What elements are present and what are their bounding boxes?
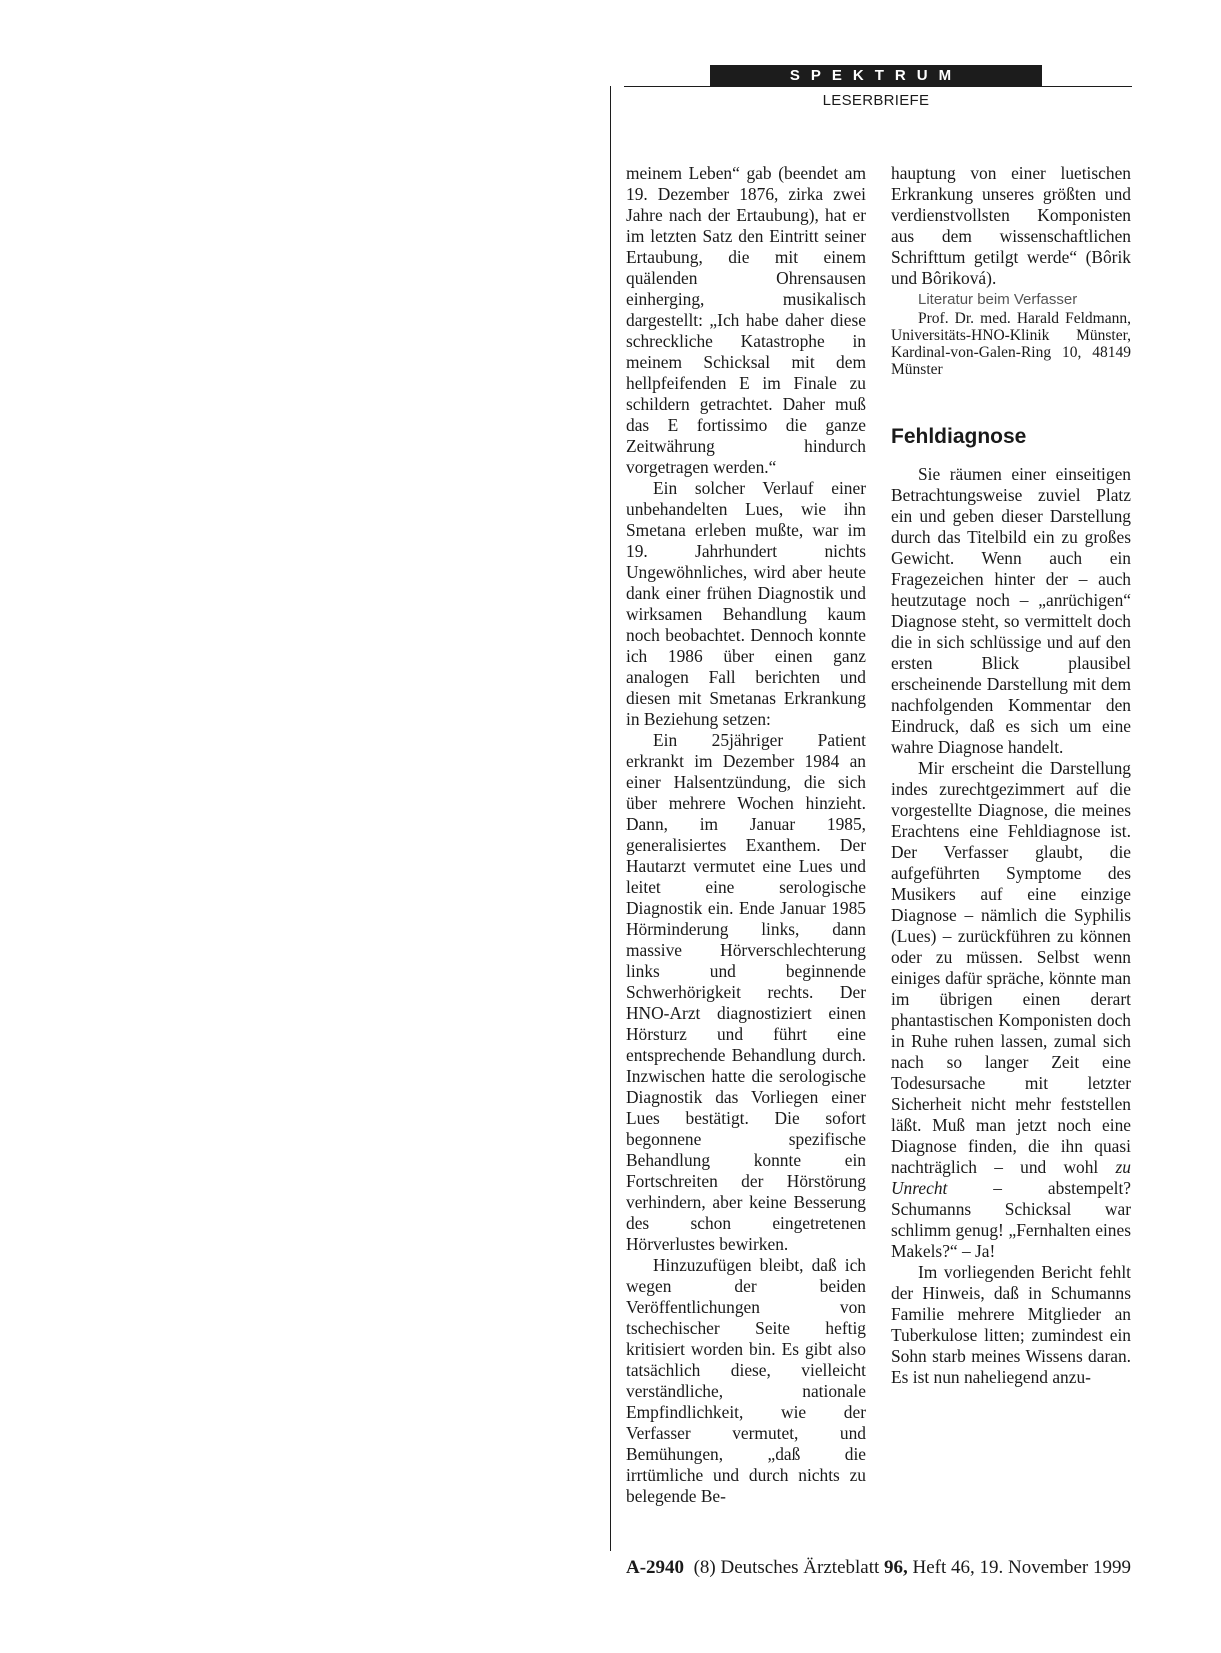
page-number: A-2940 [626,1557,685,1578]
paragraph: Hinzuzufügen bleibt, daß ich wegen der beiden Veröffentlichungen von tschechischer Seite heftig kritisiert worden bin. Es gibt also tatsächlich diese, vielleicht verständliche, nationale Empfindlichkeit, wie der Verfasser vermutet, und Bemühungen, „daß die irrtümliche und durch nichts zu belegende Be- [626,1255,866,1506]
literature-note: Literatur beim Verfasser [918,291,1078,308]
journal-name: (8) Deutsches Ärzteblatt [693,1557,880,1578]
column-divider-rule [610,86,611,1551]
paragraph-text: Mir erscheint die Darstellung indes zurechtgezimmert auf die vorgestellte Diagnose, die meines Erachtens eine Fehldiagnose ist. Der Verfasser glaubt, die aufgeführten Symptome des Musikers auf eine einzige Diagnose – nämlich die Syphilis (Lues) – zurückführen zu können oder zu müssen. Selbst wenn einiges dafür spräche, könnte man im übrigen einen derart phantastischen Komponisten doch in Ruhe ruhen lassen, zumal sich nach so langer Zeit eine Todesursache mit letzter Sicherheit nicht mehr feststellen läßt. Muß man jetzt noch eine Diagnose finden, die ihn quasi nachträglich – und wohl [891,758,1131,1177]
page-footer [626,1556,1166,1580]
paragraph: Sie räumen einer einseitigen Betrachtungsweise zuviel Platz ein und geben dieser Darstellung durch das Titelbild ein zu großes Gewicht. Wenn auch ein Fragezeichen hinter der – auch heutzutage noch – „anrüchigen“ Diagnose steht, so vermittelt doch die in sich schlüssige und auf den ersten Blick plausibel erscheinende Darstellung mit dem nachfolgenden Kommentar den Eindruck, daß es sich um eine wahre Diagnose handelt. [891,464,1131,757]
paragraph: meinem Leben“ gab (beendet am 19. Dezember 1876, zirka zwei Jahre nach der Ertaubung), hat er im letzten Satz den Eintritt seiner Ertaubung, die mit einem quälenden Ohrensausen einherging, musikalisch dargestellt: „Ich habe daher diese schreckliche Katastrophe in meinem Schicksal mit dem hellpfeifenden E im Finale zu schildern getrachtet. Daher muß das E fortissimo die ganze Zeitwährung hindurch vorgetragen werden.“ [626,163,866,477]
volume-number: 96, [884,1557,908,1578]
italic-phrase: zu Unrecht [891,1157,1131,1198]
letter-heading: Fehldiagnose [891,425,1027,448]
journal-section-banner: SPEKTRUM [710,65,1042,86]
left-column [626,163,866,1507]
paragraph: Im vorliegenden Bericht fehlt der Hinweis, daß in Schumanns Familie mehrere Mitglieder an Tuberkulose litten; zumindest ein Sohn starb meines Wissens daran. Es ist nun naheliegend anzu- [891,1262,1131,1387]
paragraph: Ein solcher Verlauf einer unbehandelten Lues, wie ihn Smetana erleben mußte, war im 19. Jahrhundert nichts Ungewöhnliches, wird aber heute dank einer frühen Diagnostik und wirksamen Behandlung kaum noch beobachtet. Dennoch konnte ich 1986 über einen ganz analogen Fall berichten und diesen mit Smetanas Erkrankung in Beziehung setzen: [626,478,866,729]
issue-date: Heft 46, 19. November 1999 [912,1557,1131,1578]
subsection-label: LESERBRIEFE [822,92,930,109]
paragraph-text: – abstempelt? Schumanns Schicksal war schlimm genug! „Fernhalten eines Makels?“ – Ja! [891,1178,1131,1261]
paragraph [891,758,1131,1262]
paragraph: hauptung von einer luetischen Erkrankung unseres größten und verdienstvollsten Komponisten aus dem wissenschaftlichen Schrifttum getilgt werde“ (Bôrik und Bôriková). [891,163,1131,288]
right-column [891,163,1131,1388]
author-address: Prof. Dr. med. Harald Feldmann, Universitäts-HNO-Klinik Münster, Kardinal-von-Galen-Ring 10, 48149 Münster [891,310,1131,378]
paragraph: Ein 25jähriger Patient erkrankt im Dezember 1984 an einer Halsentzündung, die sich über mehrere Wochen hinzieht. Dann, im Januar 1985, generalisiertes Exanthem. Der Hautarzt vermutet eine Lues und leitet eine serologische Diagnostik ein. Ende Januar 1985 Hörminderung links, dann massive Hörverschlechterung links und beginnende Schwerhörigkeit rechts. Der HNO-Arzt diagnostiziert einen Hörsturz und führt eine entsprechende Behandlung durch. Inzwischen hatte die serologische Diagnostik das Vorliegen einer Lues bestätigt. Die sofort begonnene spezifische Behandlung konnte ein Fortschreiten der Hörstörung verhindern, aber keine Besserung des schon eingetretenen Hörverlustes bewirken. [626,730,866,1254]
header-rule [624,86,1132,87]
